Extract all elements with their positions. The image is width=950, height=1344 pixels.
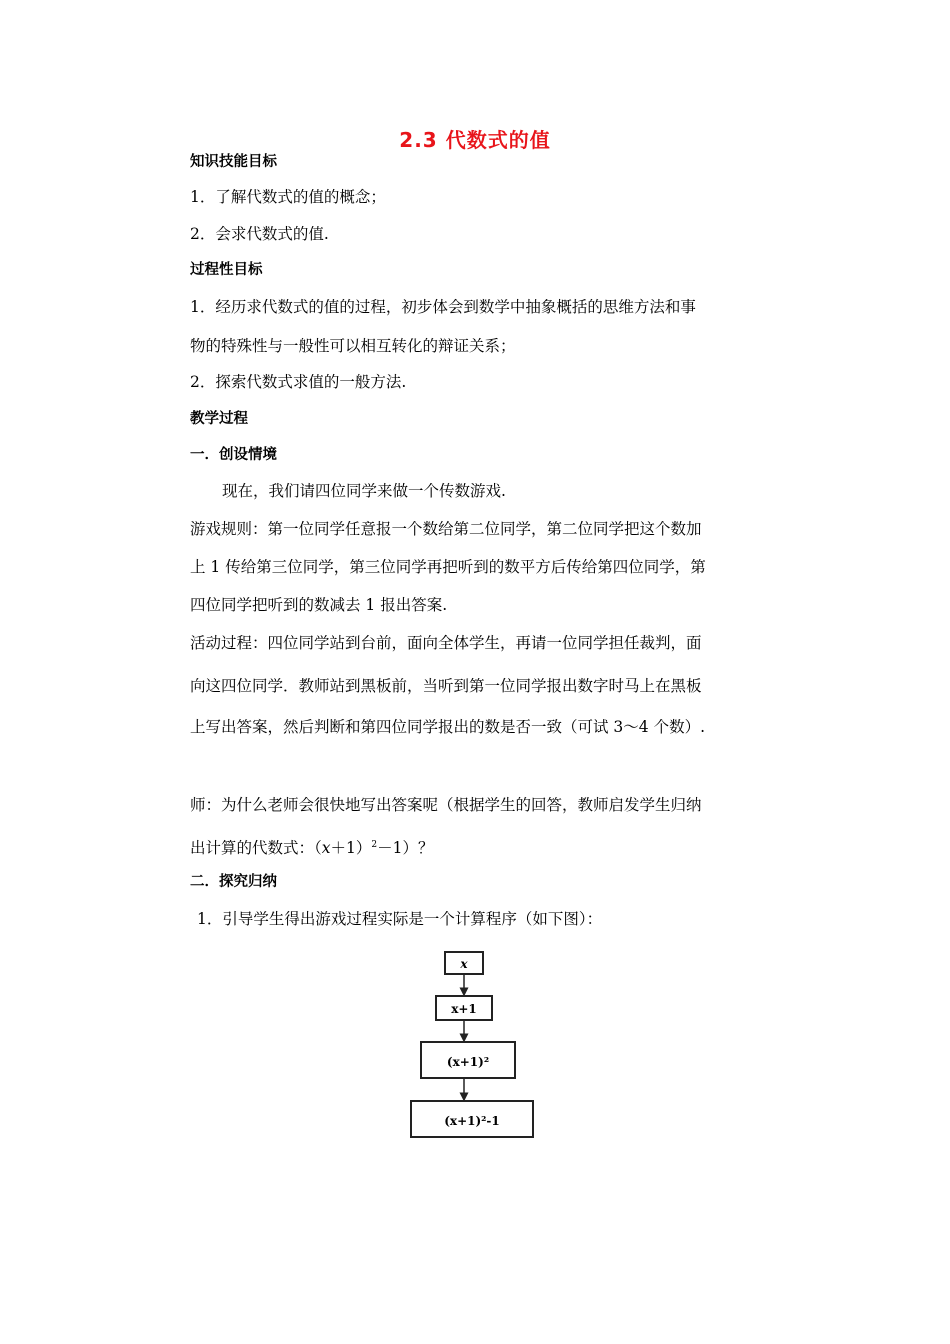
part1-line-3: 上 1 传给第三位同学，第三位同学再把听到的数平方后传给第四位同学，第 bbox=[190, 558, 706, 576]
part1-line-1: 现在，我们请四位同学来做一个传数游戏. bbox=[222, 482, 506, 500]
process-heading: 过程性目标 bbox=[190, 262, 263, 278]
part1-line-7: 上写出答案，然后判断和第四位同学报出的数是否一致（可试 3～4 个数）. bbox=[190, 718, 706, 736]
process-item-1b: 物的特殊性与一般性可以相互转化的辩证关系； bbox=[190, 337, 516, 355]
part2-item-1: 1．引导学生得出游戏过程实际是一个计算程序（如下图）： bbox=[197, 910, 603, 928]
part1-heading: 一．创设情境 bbox=[190, 447, 277, 463]
teaching-heading: 教学过程 bbox=[190, 411, 248, 427]
flow-box-1-label: x bbox=[460, 957, 468, 971]
teacher-line-2-var: x bbox=[321, 839, 331, 857]
process-item-1a: 1．经历求代数式的值的过程，初步体会到数学中抽象概括的思维方法和事 bbox=[190, 298, 696, 316]
flow-box-2-label: x+1 bbox=[451, 1002, 477, 1016]
part1-line-6: 向这四位同学．教师站到黑板前，当听到第一位同学报出数字时马上在黑板 bbox=[190, 677, 702, 695]
teacher-line-2 bbox=[190, 835, 434, 858]
knowledge-item-2: 2．会求代数式的值. bbox=[190, 225, 329, 243]
part1-line-4: 四位同学把听到的数减去 1 报出答案. bbox=[190, 596, 448, 614]
flowchart-svg bbox=[400, 940, 550, 1145]
part1-line-2: 游戏规则：第一位同学任意报一个数给第二位同学，第二位同学把这个数加 bbox=[190, 520, 702, 538]
page-title: 2.3 代数式的值 bbox=[399, 128, 551, 152]
teacher-line-2-mid: ＋1） bbox=[330, 839, 372, 857]
process-item-2: 2．探索代数式求值的一般方法. bbox=[190, 373, 407, 391]
part2-heading: 二．探究归纳 bbox=[190, 874, 277, 890]
teacher-line-2-sup: 2 bbox=[371, 840, 378, 850]
teacher-line-2-suffix: －1）？ bbox=[377, 839, 434, 857]
part1-line-5: 活动过程：四位同学站到台前，面向全体学生，再请一位同学担任裁判，面 bbox=[190, 634, 702, 652]
knowledge-item-1: 1．了解代数式的值的概念； bbox=[190, 188, 386, 206]
teacher-line-1: 师：为什么老师会很快地写出答案呢（根据学生的回答，教师启发学生归纳 bbox=[190, 796, 702, 814]
flow-box-3-label: (x+1)² bbox=[446, 1055, 490, 1069]
knowledge-heading: 知识技能目标 bbox=[190, 154, 277, 170]
teacher-line-2-prefix: 出计算的代数式：（ bbox=[190, 839, 322, 857]
flowchart bbox=[400, 940, 550, 1145]
flow-box-4-label: (x+1)²-1 bbox=[444, 1114, 500, 1128]
